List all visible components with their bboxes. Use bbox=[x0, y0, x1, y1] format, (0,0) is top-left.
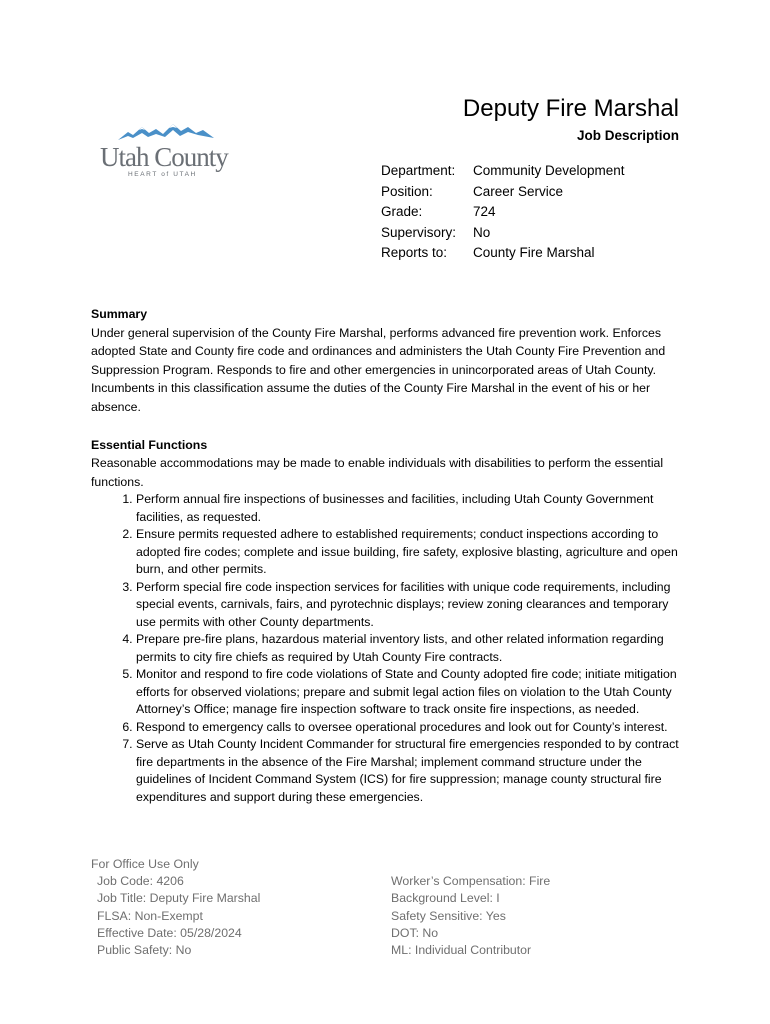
office-field: Safety Sensitive: Yes bbox=[391, 908, 506, 923]
info-value: No bbox=[473, 224, 491, 240]
office-left-column bbox=[97, 873, 260, 959]
essential-functions-list bbox=[91, 491, 691, 806]
info-row-supervisory bbox=[381, 223, 625, 244]
info-value: 724 bbox=[473, 204, 496, 219]
office-field: Effective Date: 05/28/2024 bbox=[97, 925, 242, 940]
document-title: Deputy Fire Marshal bbox=[462, 95, 679, 122]
info-row-position bbox=[381, 182, 625, 203]
info-label: Position: bbox=[381, 183, 433, 199]
summary-heading: Summary bbox=[91, 307, 148, 321]
info-label: Grade: bbox=[381, 204, 423, 219]
list-item: 3. Perform special fire code inspection services for facilities with unique code requirements, including special events, carnivals, fairs, and pyrotechnic displays; review zoning clearances and temporary use permits with other County departments. bbox=[136, 579, 691, 632]
logo-wordmark: Utah County bbox=[100, 142, 228, 172]
office-field: Public Safety: No bbox=[97, 942, 192, 957]
list-item: 4. Prepare pre-fire plans, hazardous material inventory lists, and other related information regarding permits to city fire chiefs as required by Utah County Fire contracts. bbox=[136, 631, 691, 666]
info-label: Department: bbox=[381, 163, 456, 178]
info-label: Supervisory: bbox=[381, 224, 457, 240]
list-item: 5. Monitor and respond to fire code violations of State and County adopted fire code; initiate mitigation efforts for observed violations; prepare and submit legal action files on violation to the Utah County Attorney’s Office; manage fire inspection software to track onsite fire inspections, as needed. bbox=[136, 666, 691, 719]
office-field: FLSA: Non-Exempt bbox=[97, 908, 203, 923]
info-row-reports-to bbox=[381, 243, 625, 264]
office-use-heading: For Office Use Only bbox=[91, 857, 199, 871]
logo-tagline: HEART of UTAH bbox=[128, 171, 197, 178]
office-field: DOT: No bbox=[391, 925, 439, 940]
office-field: Job Title: Deputy Fire Marshal bbox=[97, 891, 261, 906]
info-value: Community Development bbox=[473, 163, 625, 178]
info-row-grade bbox=[381, 202, 625, 223]
essential-functions-heading: Essential Functions bbox=[91, 437, 208, 452]
job-info-table bbox=[381, 161, 625, 264]
list-item: 6. Respond to emergency calls to oversee operational procedures and look out for County’s interest. bbox=[136, 719, 691, 737]
office-use-block bbox=[91, 856, 551, 957]
office-field: Background Level: I bbox=[391, 891, 500, 906]
office-field: Worker’s Compensation: Fire bbox=[391, 874, 551, 889]
list-item: 7. Serve as Utah County Incident Commander for structural fire emergencies responded to by contract fire departments in the absence of the Fire Marshal; implement command structure under the guidelines of Incident Command System (ICS) for fire suppression; manage county structural fire expenditures and support during these emergencies. bbox=[136, 736, 691, 806]
office-field: Job Code: 4206 bbox=[97, 874, 184, 889]
info-label: Reports to: bbox=[381, 245, 448, 260]
document-subtitle: Job Description bbox=[576, 128, 679, 143]
mountain-icon bbox=[118, 122, 214, 142]
summary-text: Under general supervision of the County Fire Marshal, performs advanced fire prevention work. Enforces adopted State and County fire code and ordinances and administers the Utah County Fire Prevention and Suppression Program. Responds to fire and other emergencies in unincorporated areas of Utah County. Incumbents in this classification assume the duties of the County Fire Marshal in the event of his or her absence. bbox=[91, 325, 666, 414]
office-field: ML: Individual Contributor bbox=[391, 942, 532, 957]
info-value: Career Service bbox=[473, 183, 564, 199]
info-value: County Fire Marshal bbox=[473, 245, 595, 260]
document-body bbox=[91, 305, 691, 806]
utah-county-logo bbox=[100, 122, 230, 182]
list-item: 2. Ensure permits requested adhere to established requirements; conduct inspections according to adopted fire codes; complete and issue building, fire safety, explosive blasting, agriculture and open burn, and other permits. bbox=[136, 526, 691, 579]
office-right-column bbox=[391, 873, 550, 959]
list-item: 1. Perform annual fire inspections of businesses and facilities, including Utah County Government facilities, as requested. bbox=[136, 491, 691, 526]
essential-functions-intro: Reasonable accommodations may be made to enable individuals with disabilities to perform the essential functions. bbox=[91, 456, 664, 489]
info-row-department bbox=[381, 161, 625, 182]
